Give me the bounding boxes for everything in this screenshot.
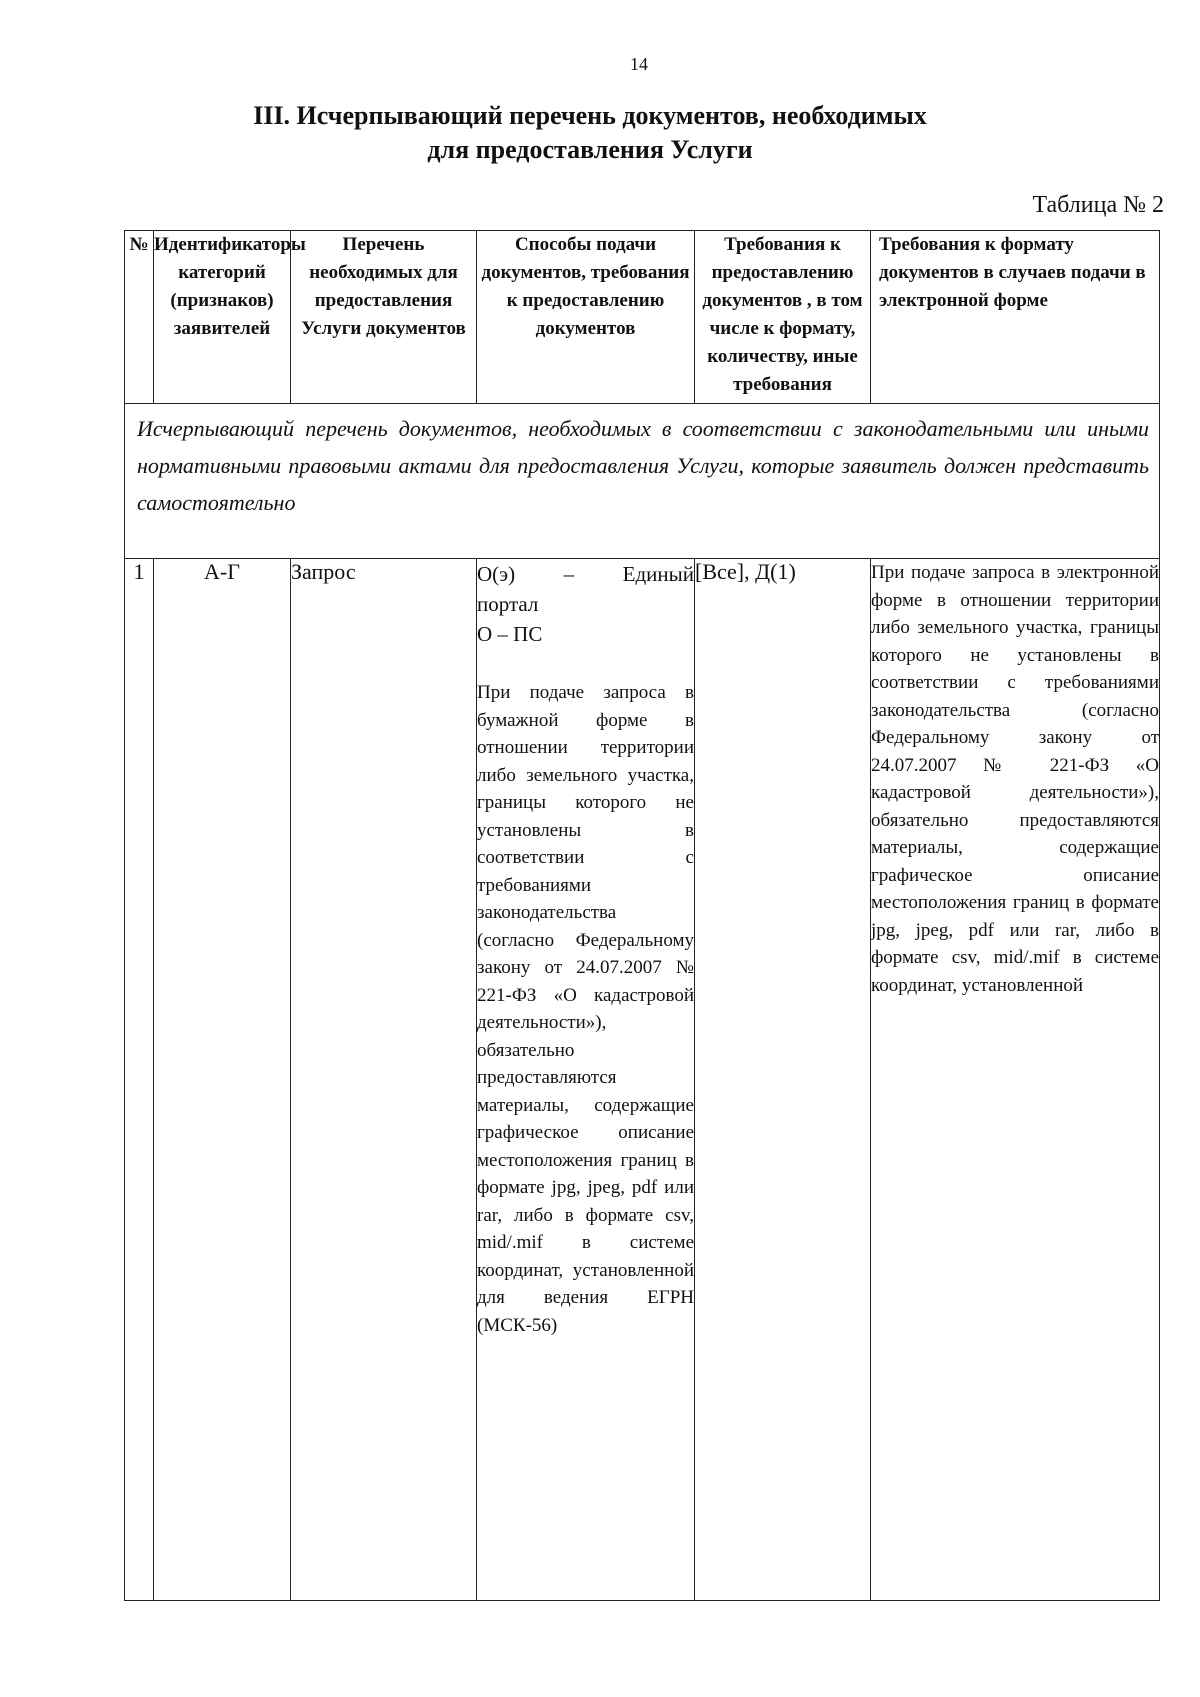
section-heading-text: Исчерпывающий перечень документов, необходимых в соответствии с законодательными или иными нормативными правовыми актами для предоставления Услуги, которые заявитель должен представить самостоятельно	[137, 416, 1149, 515]
table-row	[125, 559, 1160, 1601]
header-documents: Перечень необходимых для предоставления Услуги документов	[291, 231, 477, 404]
row-number: 1	[125, 559, 154, 1601]
header-submission-methods: Способы подачи документов, требования к предоставлению документов	[477, 231, 695, 404]
header-requirements: Требования к предоставлению документов , в том числе к формату, количеству, иные требования	[695, 231, 871, 404]
header-number: №	[125, 231, 154, 404]
method-line-3: О – ПС	[477, 622, 543, 646]
method-line-2: портал	[477, 592, 539, 616]
row-categories: А-Г	[154, 559, 291, 1601]
page-number: 14	[630, 54, 648, 74]
row-document: Запрос	[291, 559, 477, 1601]
method-line-1: О(э) – Единый	[477, 562, 694, 586]
section-title-line-2: для предоставления Услуги	[427, 135, 753, 164]
row-requirements: [Все], Д(1)	[695, 559, 871, 1601]
header-electronic-format: Требования к формату документов в случаев подачи в электронной форме	[871, 231, 1160, 404]
row-electronic-format: При подаче запроса в электронной форме в отношении территории либо земельного участка, границы которого не установлены в соответствии с требованиями законодательства (согласно Федеральному закону от 24.07.2007 № 221-ФЗ «О кадастровой деятельности»), обязательно предоставляются материалы, содержащие графическое описание местоположения границ в формате jpg, jpeg, pdf или rar, либо в формате csv, mid/.mif в системе координат, установленной	[871, 559, 1160, 1601]
documents-table	[124, 230, 1160, 1601]
header-categories: Идентификаторы категорий (признаков) заявителей	[154, 231, 291, 404]
section-heading-row	[125, 404, 1160, 559]
row-submission-method	[477, 559, 695, 1601]
table-caption: Таблица № 2	[1032, 192, 1164, 218]
section-title-line-1: III. Исчерпывающий перечень документов, необходимых	[253, 101, 927, 130]
method-details: При подаче запроса в бумажной форме в отношении территории либо земельного участка, границы которого не установлены в соответствии с требованиями законодательства (согласно Федеральному закону от 24.07.2007 № 221-ФЗ «О кадастровой деятельности»), обязательно предоставляются материалы, содержащие графическое описание местоположения границ в формате jpg, jpeg, pdf или rar, либо в формате csv, mid/.mif в системе координат, установленной для ведения ЕГРН (МСК-56)	[477, 682, 694, 1336]
table-header-row	[125, 231, 1160, 404]
